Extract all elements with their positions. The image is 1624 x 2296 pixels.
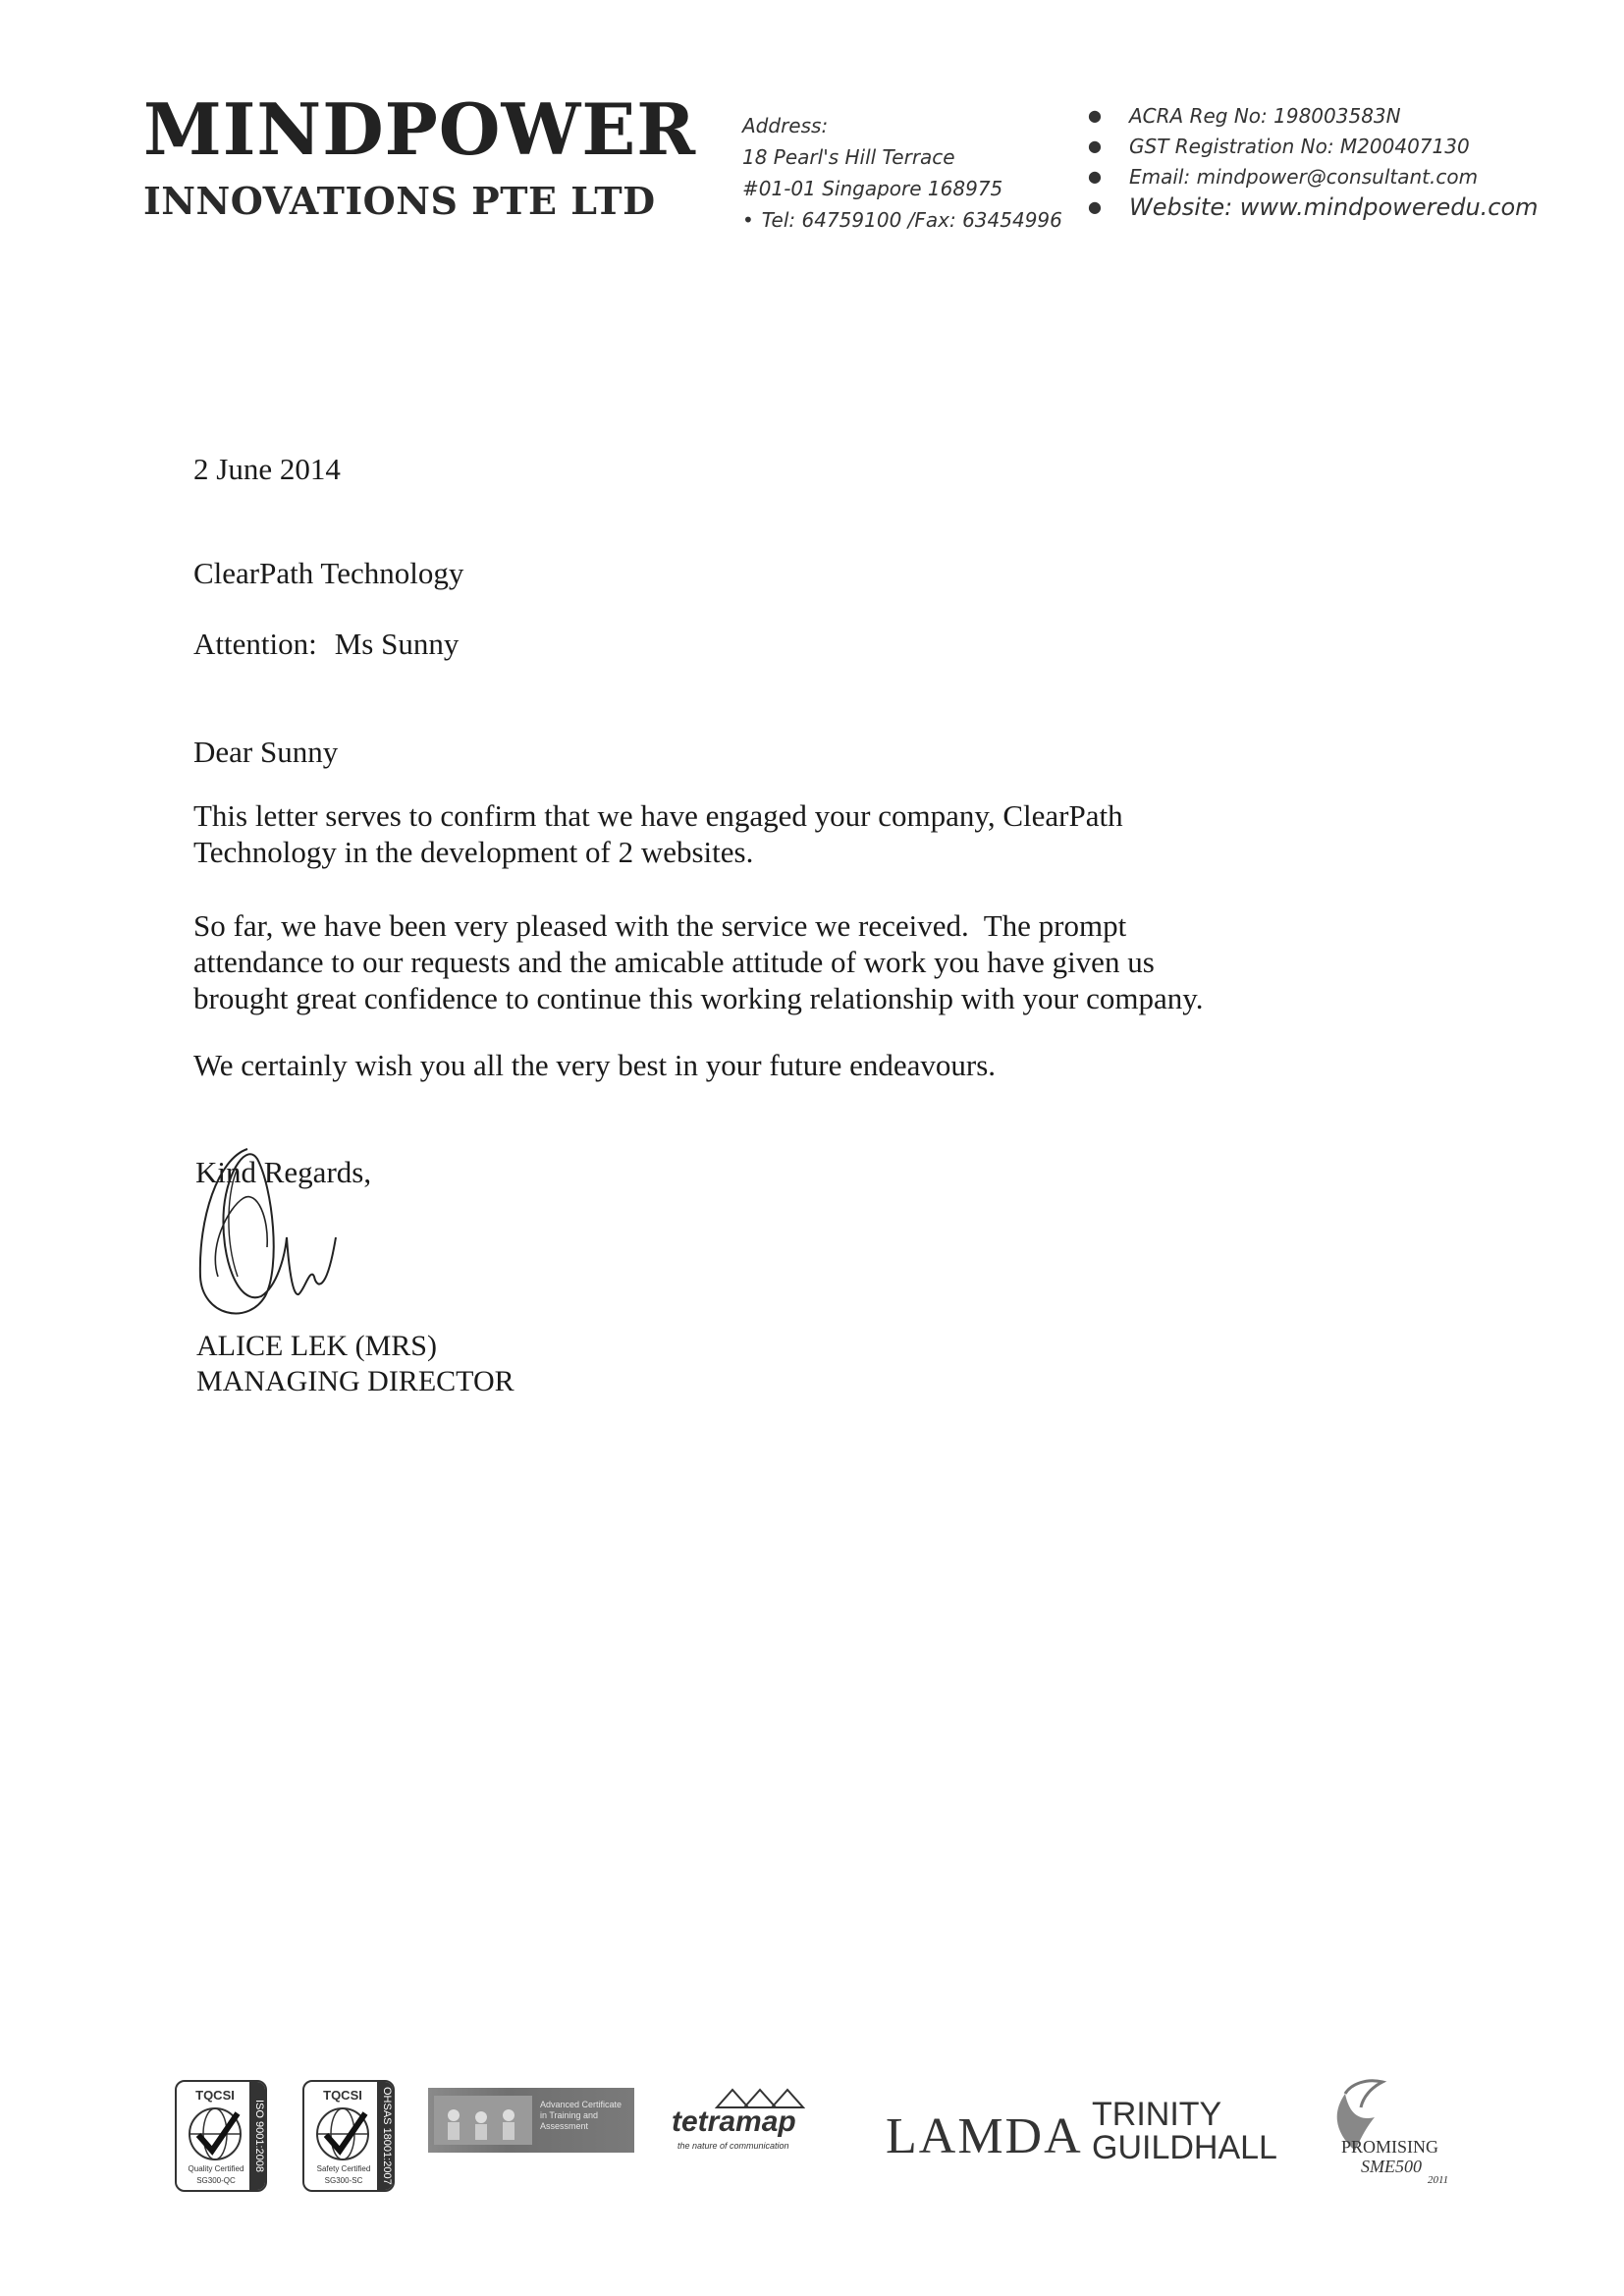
footer-logos bbox=[167, 2074, 1483, 2202]
promising-sme500-logo bbox=[1306, 2074, 1483, 2192]
promising-text: PROMISING bbox=[1341, 2137, 1439, 2157]
cert-code: SG300-QC bbox=[196, 2176, 236, 2185]
acra-reg: ACRA Reg No: 198003583N bbox=[1129, 103, 1401, 128]
acra-row bbox=[1088, 100, 1539, 131]
attention-label: Attention: bbox=[193, 627, 317, 661]
tetramap-tagline: the nature of communication bbox=[677, 2141, 789, 2151]
globe-check-icon bbox=[187, 2105, 244, 2162]
letter-date: 2 June 2014 bbox=[193, 452, 341, 486]
ohsas-certification-logo bbox=[302, 2080, 395, 2192]
trinity-line-1: TRINITY bbox=[1092, 2096, 1222, 2133]
cert-label: Quality Certified bbox=[188, 2164, 244, 2173]
gst-row bbox=[1088, 131, 1539, 161]
classroom-photo-icon bbox=[434, 2096, 532, 2145]
address-line-2: #01-01 Singapore 168975 bbox=[742, 177, 1003, 200]
training-certificate-banner bbox=[428, 2088, 634, 2153]
paragraph-2-line-2: attendance to our requests and the amicable attitude of work you have given us bbox=[193, 945, 1155, 979]
salutation: Dear Sunny bbox=[193, 735, 339, 769]
address-line-1: 18 Pearl's Hill Terrace bbox=[742, 145, 955, 169]
bullet-icon: ● bbox=[1088, 167, 1102, 186]
paragraph-2 bbox=[193, 907, 1431, 1016]
paragraph-1-line-1: This letter serves to confirm that we have engaged your company, ClearPath bbox=[193, 798, 1123, 833]
address-label: Address: bbox=[742, 114, 829, 137]
email: Email: mindpower@consultant.com bbox=[1129, 164, 1479, 189]
attention-name: Ms Sunny bbox=[334, 627, 460, 661]
recipient-company: ClearPath Technology bbox=[193, 556, 464, 590]
tel-fax: Tel: 64759100 /Fax: 63454996 bbox=[761, 208, 1062, 232]
cert-brand: TQCSI bbox=[195, 2088, 235, 2103]
signature bbox=[179, 1129, 375, 1326]
paragraph-2-line-3: brought great confidence to continue this working relationship with your company. bbox=[193, 981, 1204, 1015]
sme500-text: SME500 bbox=[1361, 2157, 1422, 2176]
email-row bbox=[1088, 161, 1539, 191]
cert-code: SG300-SC bbox=[324, 2176, 363, 2185]
cert-standard: ISO 9001:2008 bbox=[249, 2082, 265, 2190]
lamda-logo: LAMDA bbox=[886, 2108, 1083, 2164]
cert-standard: OHSAS 18001:2007 bbox=[377, 2082, 393, 2190]
gst-reg: GST Registration No: M200407130 bbox=[1129, 134, 1470, 158]
promising-year: 2011 bbox=[1428, 2174, 1449, 2186]
website-row bbox=[1088, 191, 1539, 222]
globe-check-icon bbox=[314, 2105, 371, 2162]
iso-certification-logo bbox=[175, 2080, 267, 2192]
attention-line bbox=[193, 627, 459, 662]
bullet-icon: ● bbox=[1088, 106, 1102, 125]
tetramap-wordmark: tetramap bbox=[672, 2105, 796, 2138]
paragraph-1-line-2: Technology in the development of 2 websites. bbox=[193, 835, 754, 869]
company-name: MINDPOWER bbox=[143, 87, 697, 171]
address-block bbox=[742, 110, 1062, 236]
cert-brand: TQCSI bbox=[323, 2088, 362, 2103]
paragraph-2-line-1: So far, we have been very pleased with the service we received. The prompt bbox=[193, 908, 1127, 943]
website: Website: www.mindpoweredu.com bbox=[1129, 192, 1539, 221]
company-logo bbox=[143, 87, 697, 223]
paragraph-1 bbox=[193, 797, 1431, 870]
banner-text: Advanced Certificate in Training and Assessment bbox=[540, 2100, 623, 2131]
bullet-icon: ● bbox=[1088, 197, 1102, 216]
cert-label: Safety Certified bbox=[316, 2164, 371, 2173]
registration-list bbox=[1088, 100, 1539, 222]
bullet-icon: • bbox=[742, 208, 754, 232]
closing: Kind Regards, bbox=[195, 1155, 372, 1189]
paragraph-3: We certainly wish you all the very best in your future endeavours. bbox=[193, 1048, 997, 1082]
signer-title: MANAGING DIRECTOR bbox=[196, 1365, 514, 1397]
trinity-line-2: GUILDHALL bbox=[1092, 2129, 1277, 2166]
bullet-icon: ● bbox=[1088, 137, 1102, 155]
company-subtitle: INNOVATIONS PTE LTD bbox=[143, 179, 656, 223]
signer-name: ALICE LEK (MRS) bbox=[196, 1330, 437, 1362]
trinity-guildhall-logo bbox=[1092, 2096, 1277, 2166]
tel-fax-line bbox=[742, 204, 1062, 236]
